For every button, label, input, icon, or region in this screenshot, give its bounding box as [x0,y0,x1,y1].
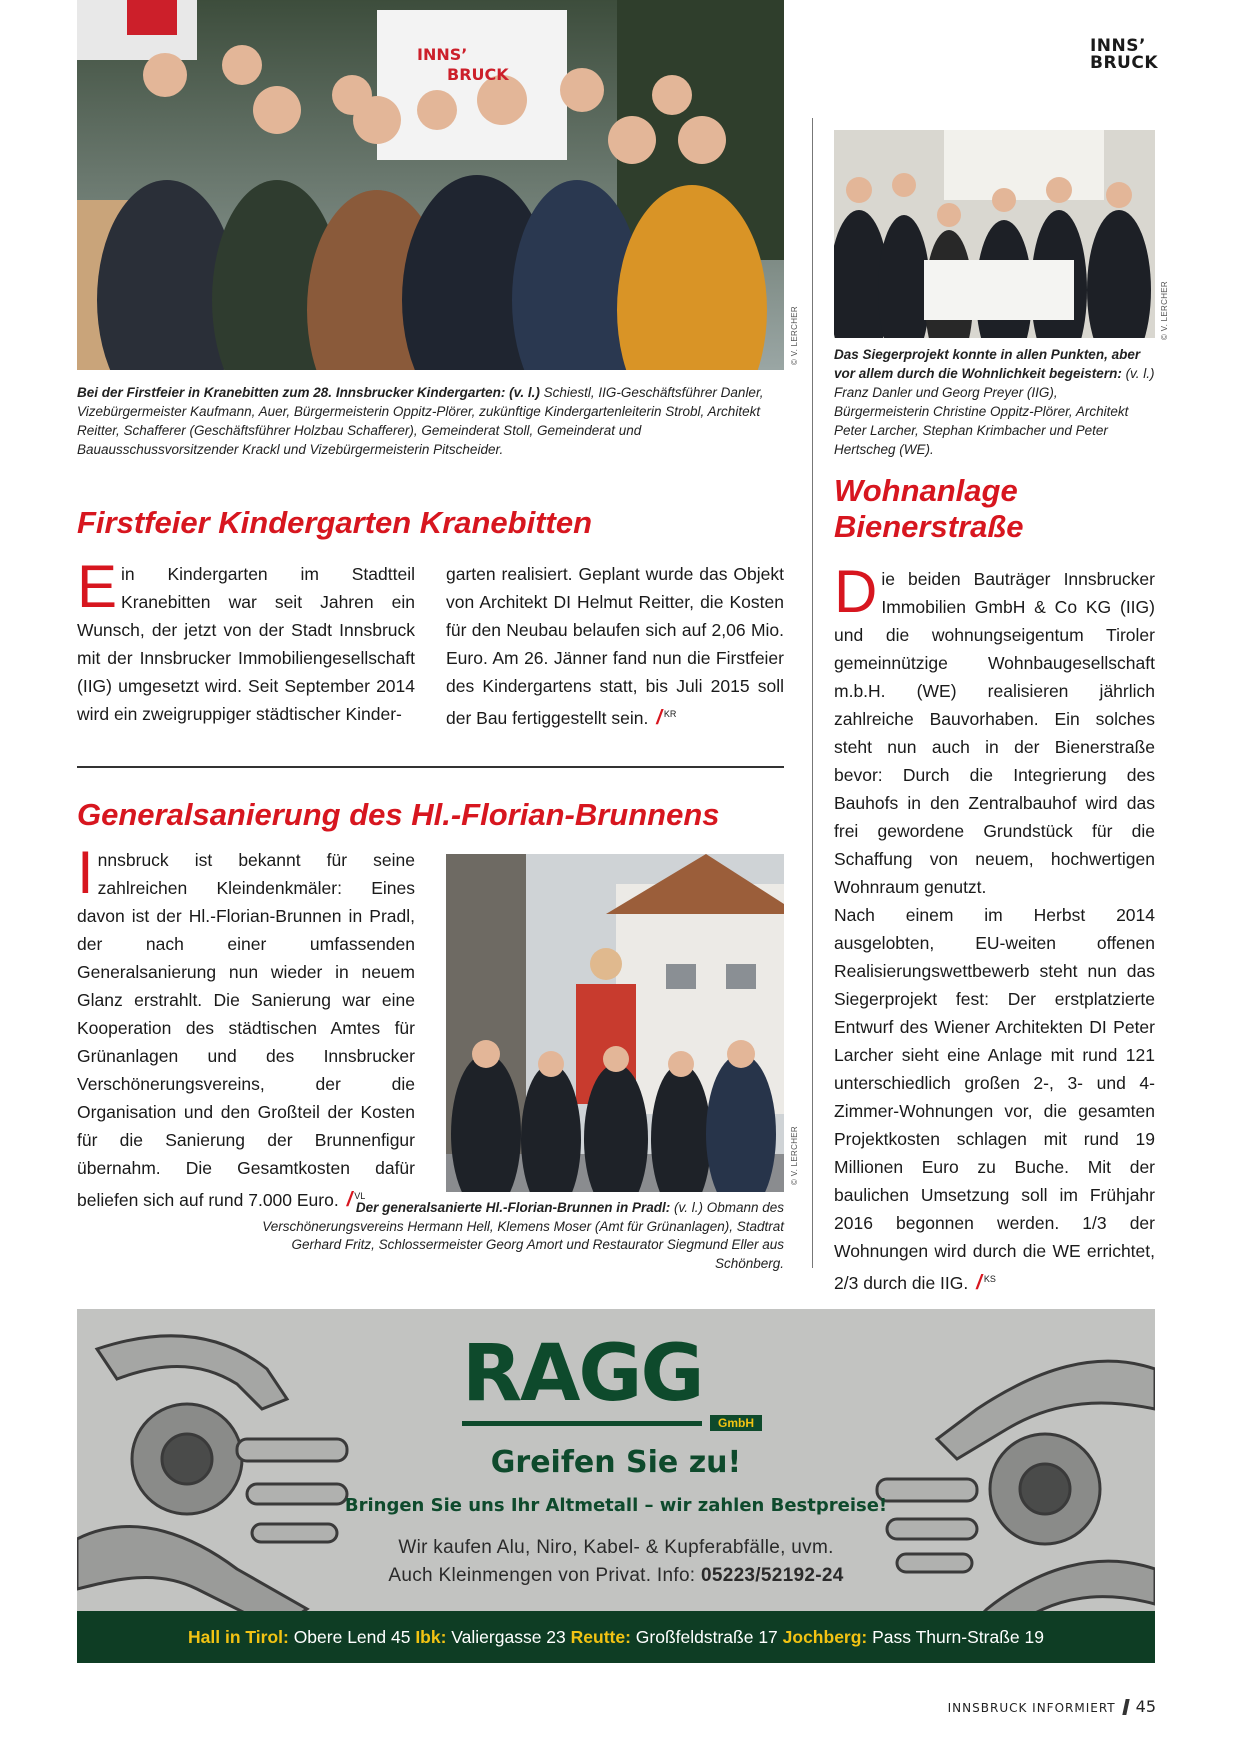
ad-location-2-city: Ibk: [415,1627,447,1647]
siegerprojekt-photo-illustration [834,130,1155,338]
ad-phone: 05223/52192-24 [700,1565,844,1586]
caption-brunnen-bold: Der generalsanierte Hl.-Florian-Brunnen in Pradl: [355,1200,671,1215]
caption-brunnen-rest: (v. l.) Obmann des Verschönerungsvereins Hermann Hell, Klemens Moser (Amt für Grünanlagen), Stadtrat Gerhard Fritz, Schlossermeister Georg Amort und Restaurator Siegmund Eller aus Schönberg. [262,1200,784,1271]
ad-location-3-address: Großfeldstraße 17 [630,1627,783,1647]
ad-location-3-city: Reutte: [570,1627,631,1647]
masthead-logo [1090,38,1158,72]
caption-main-rest: Schiestl, IIG-Geschäftsführer Danler, Vizebürgermeister Kaufmann, Auer, Bürgermeisterin Oppitz-Plörer, zukünftige Kindergartenleiterin Strobl, Architekt Reitter, Schafferer (Geschäftsführer Holzbau Schafferer), Gemeinderat Stoll, Gemeinderat und Bauausschussvorsitzender Krackl und Vizebürgermeisterin Pitscheider. [77,385,764,457]
article3-text [834,558,1155,1297]
article1-col1-text: in Kindergarten im Stadtteil Kranebitten war seit Jahren ein Wunsch, der jetzt von der Stadt Innsbruck mit der Innsbrucker Immobiliengesellschaft (IIG) umgesetzt wird. Seit September 2014 wird ein zweigruppiger städtischer Kinder- [77,564,415,724]
ragg-brand: RAGG [462,1329,703,1419]
ragg-gmbh-label: GmbH [710,1415,762,1431]
headline-florian-brunnen: Generalsanierung des Hl.-Florian-Brunnens [77,797,720,832]
section-divider [77,766,784,768]
ad-location-4-address: Pass Thurn-Straße 19 [867,1627,1044,1647]
article1-column2 [446,560,784,732]
caption-main-bold: Bei der Firstfeier in Kranebitten zum 28. Innsbrucker Kindergarten: (v. l.) [77,385,540,400]
caption-right-rest: (v. l.) Franz Danler und Georg Preyer (IIG), Bürgermeisterin Christine Oppitz-Plörer, Architekt Peter Larcher, Stephan Krimbacher und Peter Hertscheg (WE). [834,366,1155,457]
ad-subheadline: Bringen Sie uns Ihr Altmetall – wir zahlen Bestpreise! [344,1495,888,1516]
article3-signature: KS [983,1274,996,1284]
photo-credit-right: © V. LERCHER [1160,281,1169,340]
article1-signature-mark: / [656,706,662,729]
caption-main-photo [77,383,784,459]
article3-signature-mark: / [976,1271,982,1294]
ad-line1: Wir kaufen Alu, Niro, Kabel- & Kupferabfälle, uvm. [398,1537,834,1558]
article3-body2: Nach einem im Herbst 2014 ausgelobten, EU-weiten offenen Realisierungswettbewerb steht nun das Siegerprojekt fest: Der erstplatzierte Entwurf des Wiener Architekten DI Peter Larcher sieht eine Anlage mit rund 121 unterschiedlich großen 2-, 3- und 4-Zimmer-Wohnungen vor, die gesamten Projektkosten schlagen mit rund 19 Millionen Euro zu Buche. Mit der baulichen Umsetzung soll im Frühjahr 2016 begonnen werden. 1/3 der Wohnungen wird durch die WE errichtet, 2/3 durch die IIG. [834,905,1155,1293]
ad-locations-bar [77,1611,1155,1663]
footer-slash [1122,1699,1129,1715]
headline-wohnanlage-line1: Wohnanlage [834,473,1018,508]
ad-location-2-address: Valiergasse 23 [446,1627,571,1647]
photo-credit-brunnen: © V. LERCHER [790,1126,799,1185]
ad-line2-prefix: Auch Kleinmengen von Privat. Info: [388,1565,701,1586]
caption-brunnen-photo [240,1199,784,1273]
ad-headline: Greifen Sie zu! [490,1445,742,1480]
ad-location-4-city: Jochberg: [782,1627,868,1647]
article3-paragraph2 [834,901,1155,1297]
headline-wohnanlage-line2: Bienerstraße [834,509,1024,544]
ragg-logo [462,1329,762,1430]
brunnen-photo-illustration [446,854,784,1192]
ad-location-1-city: Hall in Tirol: [188,1627,289,1647]
article1-column1 [77,553,415,728]
page-footer [948,1697,1156,1716]
masthead-line1: INNS’ [1089,36,1146,56]
group-photo-kranebitten [77,0,784,370]
photo-credit-main: © V. LERCHER [790,306,799,365]
ad-location-1-address: Obere Lend 45 [288,1627,416,1647]
article3-body1: ie beiden Bauträger Innsbrucker Immobilien GmbH & Co KG (IIG) und die wohnungseigentum Tiroler gemeinnützige Wohnbaugesellschaft m.b.H. (WE) realisieren jährlich zahlreiche Bauvorhaben. Ein solches steht nun auch in der Bienerstraße bevor: Durch die Integrierung des Bauhofs in den Zentralbauhof wird das frei gewordene Grundstück für die Schaffung von neuem, hochwertigen Wohnraum genutzt. [834,569,1155,897]
article2-text [77,839,415,1214]
article1-dropcap: E [77,553,118,620]
headline-kindergarten: Firstfeier Kindergarten Kranebitten [77,505,593,540]
headline-wohnanlage [834,473,1155,545]
group-photo-illustration [77,0,784,370]
photo-florian-brunnen [446,854,784,1192]
column-divider [812,118,813,1268]
photo-siegerprojekt [834,130,1155,338]
article2-body: nnsbruck ist bekannt für seine zahlreichen Kleindenkmäler: Eines davon ist der Hl.-Florian-Brunnen in Pradl, der nach einer umfassenden Generalsanierung nun wieder in neuem Glanz erstrahlt. Die Sanierung war eine Kooperation des städtischen Amtes für Grünanlagen und des Innsbrucker Verschönerungsvereins, der die Organisation und den Großteil der Kosten für die Sanierung der Brunnenfigur übernahm. Die Gesamtkosten dafür beliefen sich auf rund 7.000 Euro. [77,850,415,1210]
photo-banner-text-1: INNS’ [417,45,468,64]
caption-right-bold: Das Siegerprojekt konnte in allen Punkten, aber vor allem durch die Wohnlichkeit begeistern: [834,347,1141,381]
advertisement-ragg [77,1309,1155,1663]
caption-siegerprojekt [834,345,1155,459]
photo-banner-text-2: BRUCK [447,65,509,84]
article2-signature-mark: / [346,1188,353,1211]
article1-col2-text: garten realisiert. Geplant wurde das Objekt von Architekt DI Helmut Reitter, die Kosten für den Neubau belaufen sich auf 2,06 Mio. Euro. Am 26. Jänner fand nun die Firstfeier des Kindergartens statt, bis Juli 2015 soll der Bau fertiggestellt sein. [446,564,784,728]
page-number: 45 [1135,1697,1156,1716]
masthead-line2: BRUCK [1089,53,1158,73]
article3-dropcap: D [834,558,878,625]
article2-signature: VL [354,1191,366,1201]
ragg-logo-bar [462,1421,702,1426]
footer-publication: INNSBRUCK INFORMIERT [947,1701,1116,1715]
article2-dropcap: I [77,839,94,906]
article1-signature: KR [663,709,677,719]
ad-line2 [77,1565,1155,1587]
